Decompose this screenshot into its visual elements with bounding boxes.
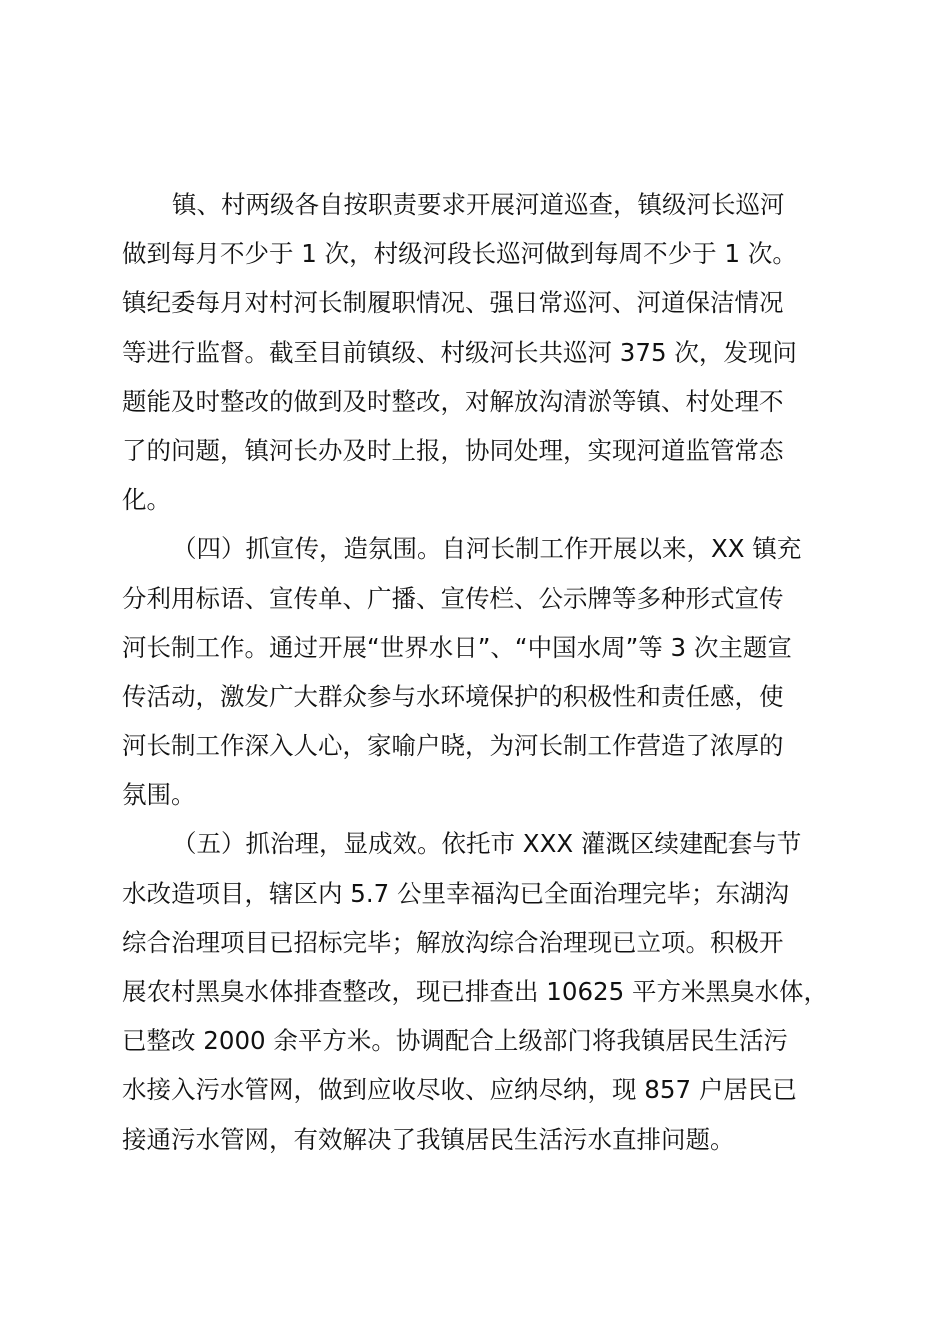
body-text xyxy=(122,180,834,1164)
paragraph-line: 等进行监督。截至目前镇级、村级河长共巡河 375 次，发现问 xyxy=(122,337,797,367)
paragraph-line: 水接入污水管网，做到应收尽收、应纳尽纳，现 857 户居民已 xyxy=(122,1075,797,1105)
paragraph-line: 河长制工作。通过开展“世界水日”、“中国水周”等 3 次主题宣 xyxy=(122,632,792,662)
paragraph-line: 已整改 2000 余平方米。协调配合上级部门将我镇居民生活污 xyxy=(122,1026,788,1056)
paragraph-line: 题能及时整改的做到及时整改，对解放沟清淤等镇、村处理不 xyxy=(122,386,784,416)
paragraph-line: 分利用标语、宣传单、广播、宣传栏、公示牌等多种形式宣传 xyxy=(122,583,784,613)
paragraph-line: 镇、村两级各自按职责要求开展河道巡查，镇级河长巡河 xyxy=(172,190,785,219)
section-four-heading-line: （四）抓宣传，造氛围。自河长制工作开展以来，XX 镇充 xyxy=(172,534,802,564)
paragraph-line: 展农村黑臭水体排查整改，现已排查出 10625 平方米黑臭水体， xyxy=(122,977,829,1006)
paragraph-line: 做到每月不少于 1 次，村级河段长巡河做到每周不少于 1 次。 xyxy=(122,239,797,269)
section-five-heading-line: （五）抓治理，显成效。依托市 XXX 灌溉区续建配套与节 xyxy=(172,829,802,859)
paragraph-line: 化。 xyxy=(122,485,171,515)
paragraph-line: 水改造项目，辖区内 5.7 公里幸福沟已全面治理完毕；东湖沟 xyxy=(122,878,790,908)
paragraph-line: 河长制工作深入人心，家喻户晓，为河长制工作营造了浓厚的 xyxy=(122,731,784,761)
paragraph-line: 氛围。 xyxy=(122,780,196,810)
paragraph-line: 传活动，激发广大群众参与水环境保护的积极性和责任感，使 xyxy=(122,681,784,711)
paragraph-line: 综合治理项目已招标完毕；解放沟综合治理现已立项。积极开 xyxy=(122,927,784,957)
paragraph-line: 接通污水管网，有效解决了我镇居民生活污水直排问题。 xyxy=(122,1124,735,1154)
paragraph-line: 镇纪委每月对村河长制履职情况、强日常巡河、河道保洁情况 xyxy=(122,288,784,318)
paragraph-line: 了的问题，镇河长办及时上报，协同处理，实现河道监管常态 xyxy=(122,435,784,465)
